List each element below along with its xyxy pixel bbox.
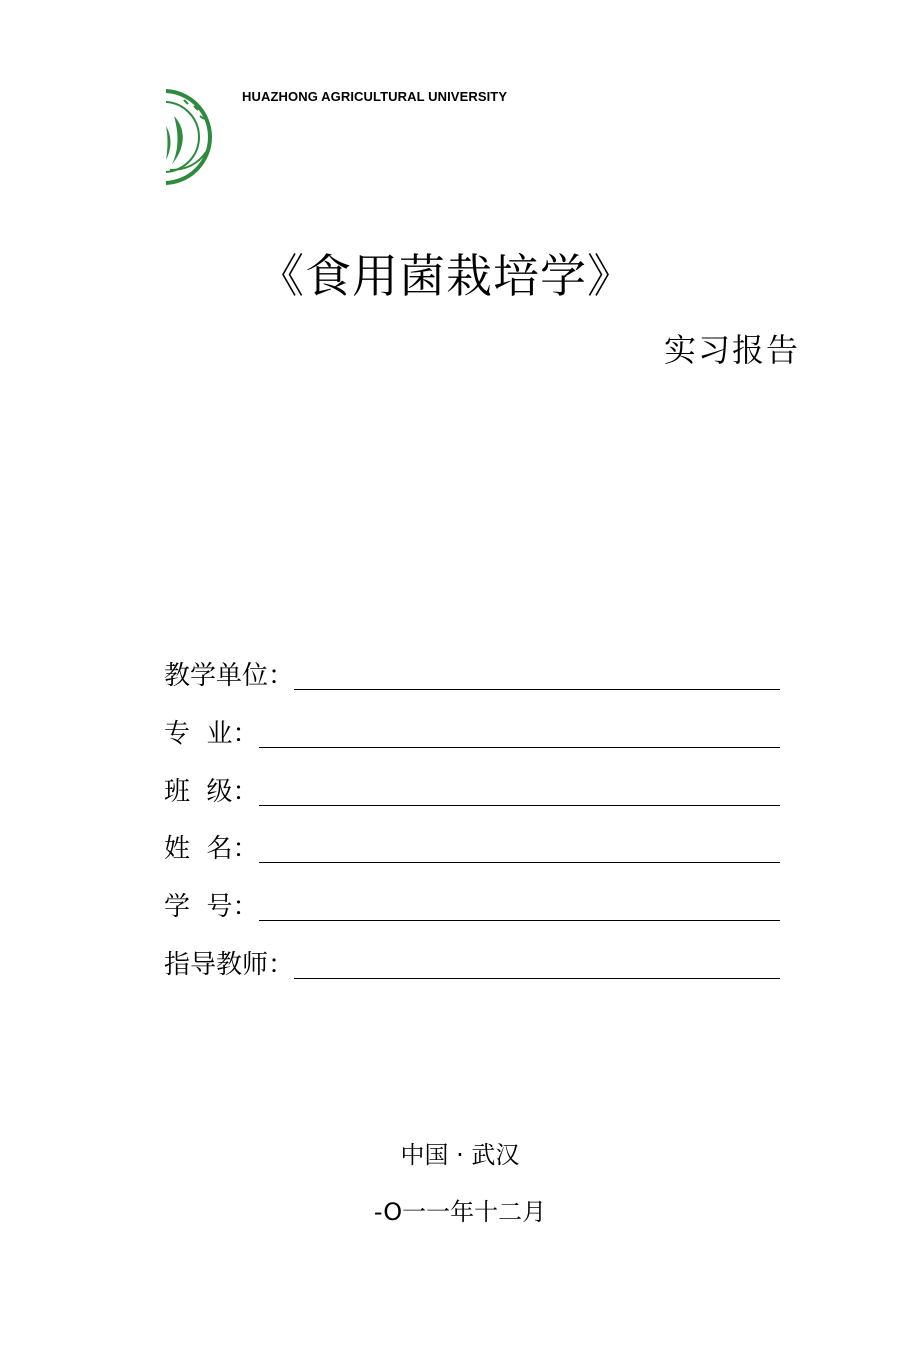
field-label: 专 业： (164, 719, 259, 749)
field-student-id (164, 885, 780, 925)
field-advisor (164, 943, 780, 983)
field-class (164, 770, 780, 810)
university-seal-icon (166, 86, 212, 188)
field-label: 姓 名： (164, 834, 259, 864)
university-logo (166, 86, 212, 188)
fill-in-line (259, 775, 780, 806)
field-label: 班 级： (164, 777, 259, 807)
fill-in-line (294, 948, 780, 979)
fill-in-line (294, 659, 780, 690)
fill-in-line (259, 832, 780, 863)
fill-in-line (259, 890, 780, 921)
field-major (164, 712, 780, 752)
field-label: 学 号： (164, 892, 259, 922)
field-name (164, 827, 780, 867)
footer-date: -O一一年十二月 (373, 1198, 547, 1226)
field-label: 指导教师： (164, 950, 295, 980)
footer-place: 中国 · 武汉 (400, 1141, 520, 1169)
field-teaching-unit (164, 654, 780, 694)
fill-in-line (259, 717, 780, 748)
course-title: 《食用菌栽培学》 (258, 249, 634, 303)
university-name: HUAZHONG AGRICULTURAL UNIVERSITY (242, 89, 508, 104)
report-subtitle: 实习报告 (664, 331, 801, 369)
field-label: 教学单位： (164, 661, 295, 691)
